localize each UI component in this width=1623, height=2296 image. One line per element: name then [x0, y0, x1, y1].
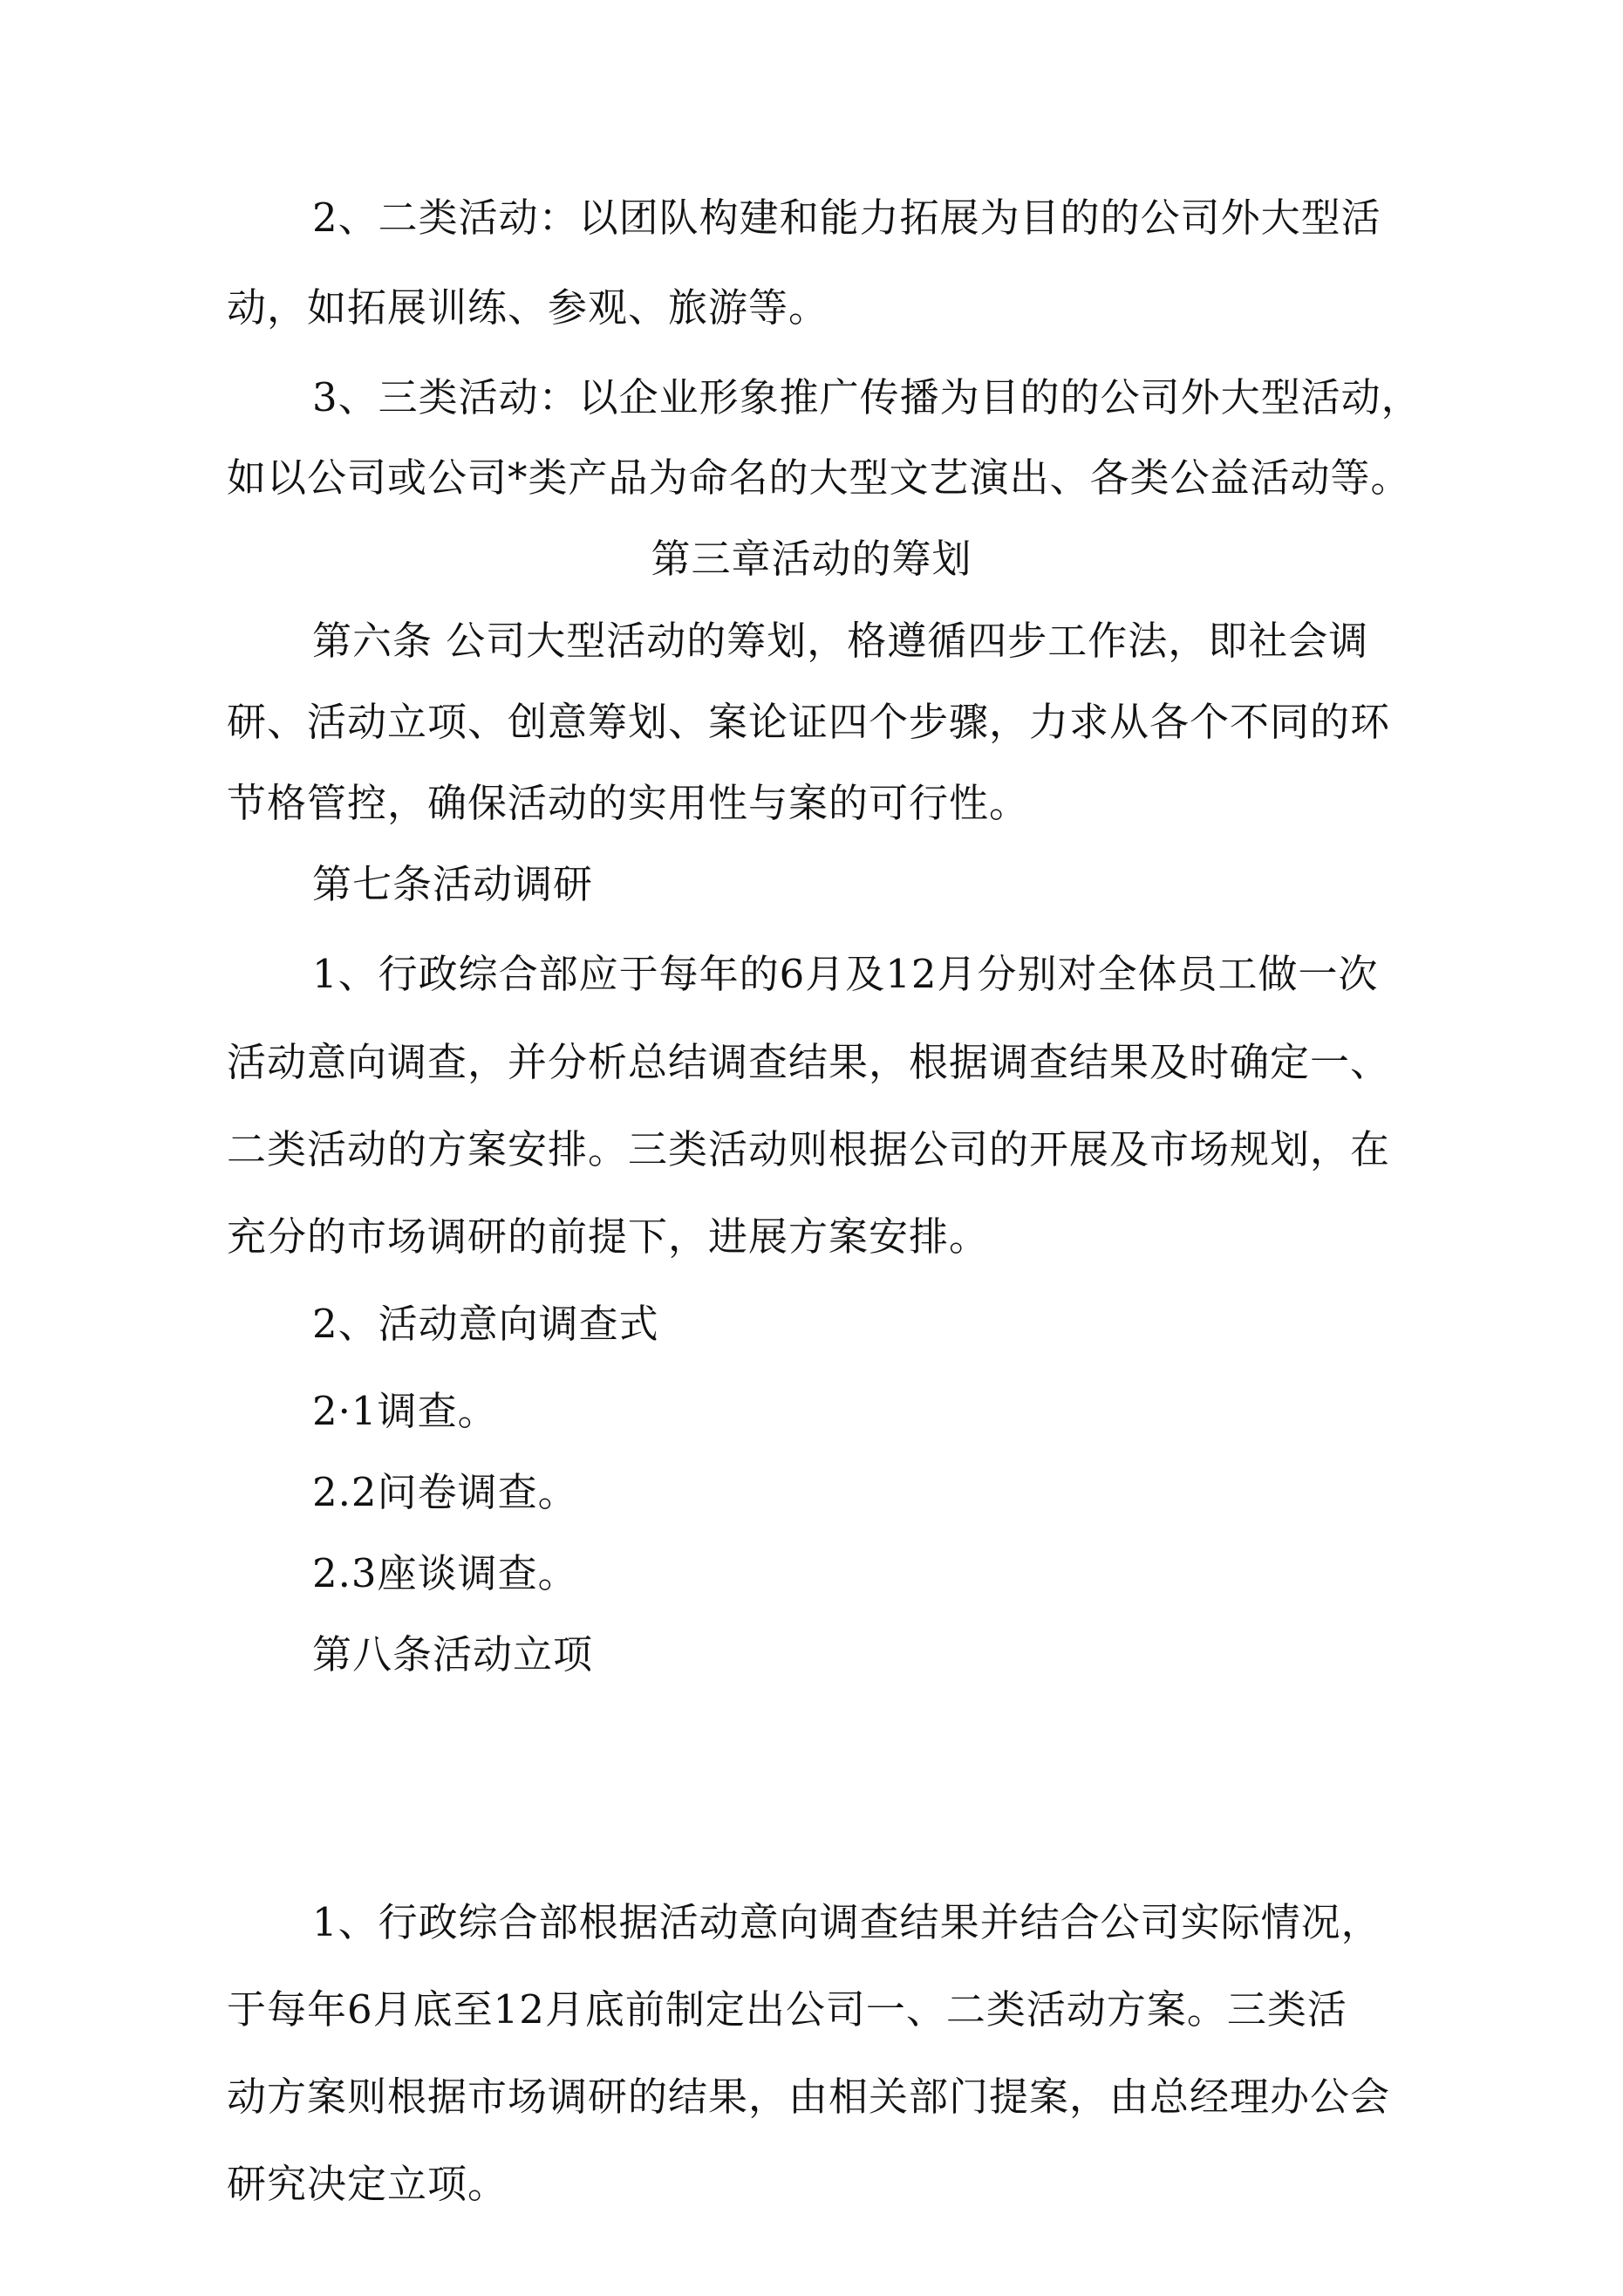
paragraph-line: 研究决定立项。 — [227, 2161, 508, 2207]
paragraph-line: 动，如拓展训练、参观、旅游等。 — [227, 284, 829, 331]
paragraph-line: 活动意向调查，并分析总结调查结果，根据调查结果及时确定一、 — [227, 1039, 1391, 1085]
paragraph-line: 于每年6月底至12月底前制定出公司一、二类活动方案。三类活 — [227, 1986, 1347, 2033]
paragraph-line: 研、活动立项、创意筹划、案论证四个步骤，力求从各个不同的环 — [227, 699, 1391, 745]
paragraph-line: 1、行政综合部根据活动意向调查结果并结合公司实际情况， — [312, 1899, 1381, 1945]
section-heading: 第八条活动立项 — [312, 1631, 594, 1678]
paragraph-line: 动方案则根据市场调研的结果，由相关部门提案，由总经理办公会 — [227, 2074, 1391, 2120]
chapter-heading: 第三章活动的筹划 — [651, 536, 972, 582]
paragraph-line: 充分的市场调研的前提下，进展方案安排。 — [227, 1213, 990, 1260]
paragraph-line: 1、行政综合部应于每年的6月及12月分别对全体员工做一次 — [312, 951, 1379, 997]
paragraph-line: 节格管控，确保活动的实用性与案的可行性。 — [227, 780, 1030, 826]
paragraph-line: 第六条 公司大型活动的筹划，格遵循四步工作法，即社会调 — [312, 618, 1369, 664]
paragraph-line: 2·1调查。 — [312, 1388, 498, 1434]
paragraph-line: 3、三类活动：以企业形象推广传播为目的的公司外大型活动， — [312, 374, 1422, 420]
section-heading: 第七条活动调研 — [312, 861, 594, 907]
paragraph-line: 2.2问卷调查。 — [312, 1469, 578, 1515]
paragraph-line: 二类活动的方案安排。三类活动则根据公司的开展及市场规划，在 — [227, 1126, 1391, 1172]
paragraph-line: 如以公司或公司*类产品为命名的大型文艺演出、各类公益活动等。 — [227, 454, 1411, 501]
paragraph-line: 2、活动意向调查式 — [312, 1301, 659, 1347]
paragraph-line: 2、二类活动：以团队构建和能力拓展为目的的公司外大型活 — [312, 195, 1381, 241]
paragraph-line: 2.3座谈调查。 — [312, 1550, 578, 1596]
